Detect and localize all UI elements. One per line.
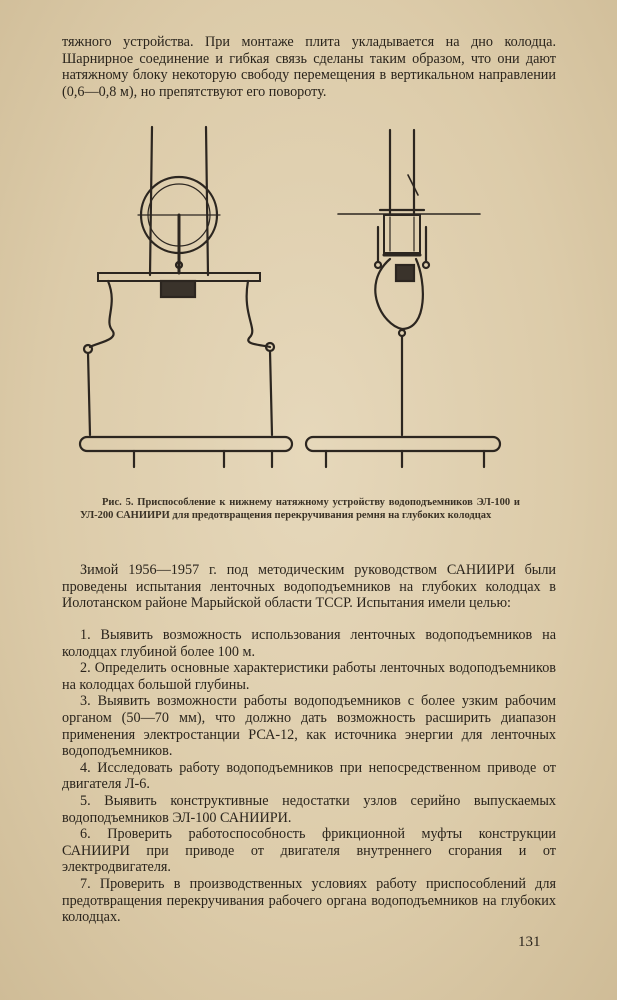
list-item: 7. Проверить в производственных условиях работу приспособлений для предотвращения перекручивания рабочего органа водоподъемников на глубоких колодцах.: [62, 875, 556, 926]
right-device-drawing: [306, 130, 500, 467]
list-item: 6. Проверить работоспособность фрикционной муфты конструкции САНИИРИ при приводе от двигателя внутреннего сгорания и от электродвигателя.: [62, 826, 556, 876]
page-number: 131: [518, 934, 541, 950]
list-item: 5. Выявить конструктивные недостатки узлов серийно выпускаемых водоподъемников ЭЛ-100 САНИИРИ.: [62, 792, 556, 826]
intro-paragraph: Зимой 1956—1957 г. под методическим руководством САНИИРИ были проведены испытания ленточных водоподъемников на глубоких колодцах в Иолотанском районе Марыйской области ТССР. Испытания имели целью:: [62, 562, 556, 612]
list-item: 2. Определить основные характеристики работы ленточных водоподъемников на колодцах большой глубины.: [62, 660, 556, 693]
list-item: 1. Выявить возможность использования ленточных водоподъемников на колодцах глубиной более 100 м.: [62, 627, 556, 660]
goals-list: [62, 627, 556, 926]
figure-illustration: [60, 115, 560, 485]
figure-caption: Рис. 5. Приспособление к нижнему натяжному устройству водоподъемников ЭЛ-100 и УЛ-200 САНИИРИ для предотвращения перекручивания ремня на глубоких колодцах: [80, 497, 520, 521]
list-item: 3. Выявить возможности работы водоподъемников с более узким рабочим органом (50—70 мм), что должно дать возможность расширить диапазон применения электростанции РСА-12, как источника энергии для ленточных водоподъемников.: [62, 693, 556, 760]
top-paragraph: тяжного устройства. При монтаже плита укладывается на дно колодца. Шарнирное соединение и гибкая связь сделаны таким образом, что они дают натяжному блоку некоторую свободу перемещения в вертикальном направлении (0,6—0,8 м), но препятствуют его повороту.: [62, 34, 556, 100]
list-item: 4. Исследовать работу водоподъемников при непосредственном приводе от двигателя Л-6.: [62, 759, 556, 793]
left-device-drawing: [80, 127, 292, 467]
